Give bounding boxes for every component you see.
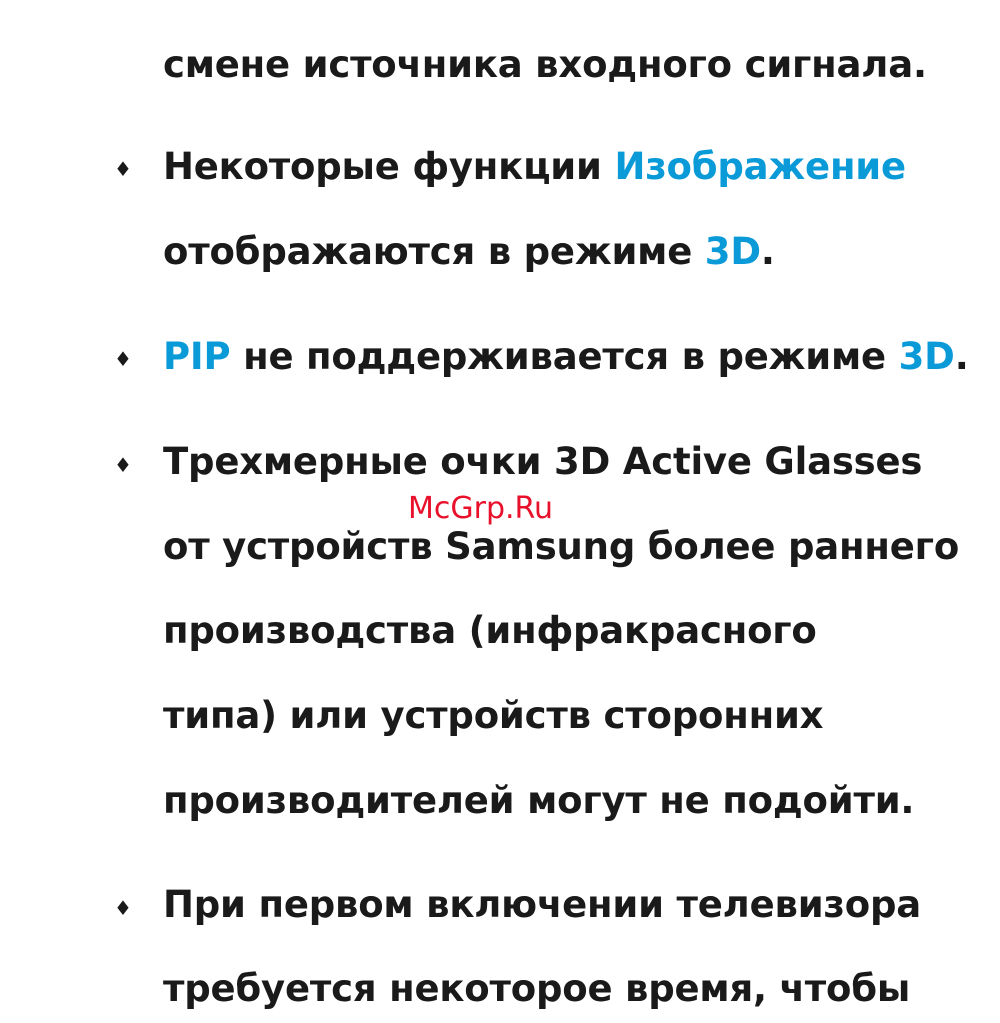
list-item-line: требуется некоторое время, чтобы bbox=[163, 967, 911, 1010]
bullet-icon: ♦ bbox=[114, 347, 132, 371]
list-item-line: производителей могут не подойти. bbox=[163, 779, 915, 822]
text-fragment: не поддерживается в режиме bbox=[230, 335, 899, 378]
menu-reference-3d: 3D bbox=[704, 230, 761, 273]
watermark-logo: McGrp.Ru bbox=[408, 491, 554, 526]
list-item-line: от устройств Samsung более раннего bbox=[163, 525, 960, 568]
list-item-line: типа) или устройств сторонних bbox=[163, 694, 824, 737]
list-item-line bbox=[163, 230, 775, 273]
menu-reference-pip: PIP bbox=[163, 335, 231, 378]
text-fragment: . bbox=[954, 335, 969, 378]
bullet-icon: ♦ bbox=[114, 157, 132, 181]
list-item-line bbox=[163, 335, 969, 378]
list-item-line: Трехмерные очки 3D Active Glasses bbox=[163, 440, 923, 483]
bullet-icon: ♦ bbox=[114, 896, 132, 920]
text-fragment: . bbox=[760, 230, 775, 273]
text-fragment: Некоторые функции bbox=[163, 145, 615, 188]
menu-reference-picture: Изображение bbox=[614, 145, 906, 188]
list-item-line: производства (инфракрасного bbox=[163, 609, 817, 652]
bullet-icon: ♦ bbox=[114, 453, 132, 477]
text-line: смене источника входного сигнала. bbox=[163, 43, 927, 86]
list-item-line bbox=[163, 145, 906, 188]
text-fragment: отображаются в режиме bbox=[163, 230, 705, 273]
menu-reference-3d: 3D bbox=[898, 335, 955, 378]
list-item-line: При первом включении телевизора bbox=[163, 883, 921, 926]
